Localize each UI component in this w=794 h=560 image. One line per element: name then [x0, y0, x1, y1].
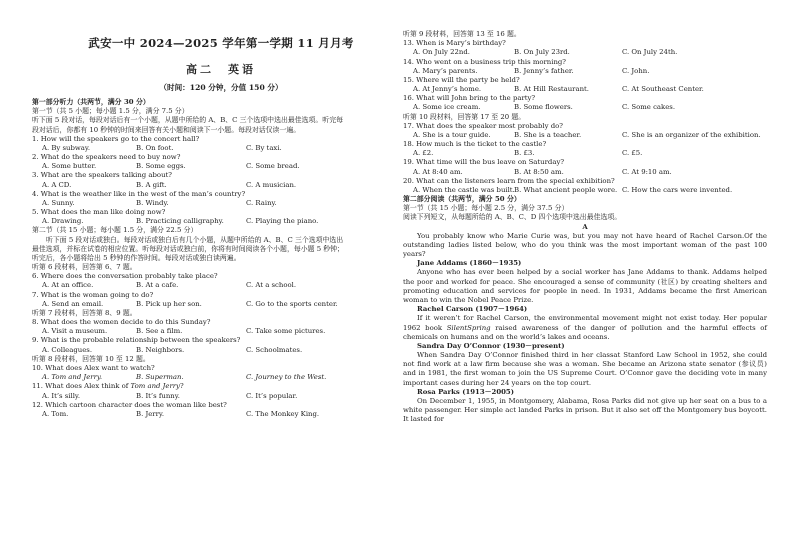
option: B. Jenny’s father. — [514, 66, 574, 75]
question-stem: 14. Who went on a business trip this morning? — [403, 57, 566, 66]
material-heading: 听第 10 段材料，回答第 17 至 20 题。 — [403, 112, 526, 121]
options-row — [32, 410, 410, 419]
option: A. Visit a museum. — [42, 327, 108, 336]
options-row — [32, 281, 410, 290]
question-stem: 8. What does the women decide to do this Sunday? — [32, 318, 211, 327]
option: A. £2. — [413, 149, 434, 158]
options-row — [403, 149, 767, 158]
options-row — [32, 144, 410, 153]
instruction-line: 段对话后，你都有 10 秒钟的时间来回答有关小题和阅读下一小题。每段对话仅读一遍。 — [32, 125, 301, 134]
options-row — [32, 199, 410, 208]
option: A. Colleagues. — [42, 345, 93, 354]
option: B. £3. — [514, 149, 535, 158]
options-row — [403, 67, 767, 76]
part-heading: 第二部分阅读（共两节，满分 50 分） — [403, 195, 521, 204]
option: A. Mary’s parents. — [413, 66, 478, 75]
option: B. Practicing calligraphy. — [136, 217, 224, 226]
question-stem: 19. What time will the bus leave on Saturday? — [403, 158, 565, 167]
instruction-line: 最佳选项，并标在试卷的相应位置。听每段对话或独白前，你将有时间阅读各个小题，每小题 5 秒钟； — [32, 244, 344, 253]
option: C. Journey to the West. — [246, 373, 327, 382]
option: B. Superman. — [136, 373, 184, 382]
option: B. Jerry. — [136, 409, 165, 418]
option: A. She is a tour guide. — [413, 130, 491, 139]
instruction-line: 阅读下列短文，从每题所给的 A、B、C、D 四个选项中选出最佳选项。 — [403, 213, 622, 222]
option: A. Tom and Jerry. — [42, 373, 103, 382]
options-row — [403, 103, 767, 112]
options-row — [32, 300, 410, 309]
options-row — [403, 168, 767, 177]
option: A. When the castle was built. — [413, 185, 515, 194]
options-row — [403, 131, 767, 140]
question-stem: 20. What can the listeners learn from the special exhibition? — [403, 176, 615, 185]
option: A. At Jenny’s home. — [413, 85, 482, 94]
option: B. On foot. — [136, 143, 174, 152]
question-stem: 16. What will John bring to the party? — [403, 94, 536, 103]
options-row — [403, 186, 767, 195]
options-row — [32, 181, 410, 190]
option: C. At 9:10 am. — [622, 167, 672, 176]
material-heading: 听第 6 段材料，回答第 6、7 题。 — [32, 263, 137, 272]
question-stem: 4. What is the weather like in the west of the man’s country? — [32, 189, 246, 198]
question-stem: 1. How will the speakers go to the concert hall? — [32, 134, 200, 143]
option: A. At an office. — [42, 281, 94, 290]
material-heading: 听第 8 段材料，回答第 10 至 12 题。 — [32, 354, 150, 363]
option: C. By taxi. — [246, 143, 282, 152]
option: B. See a film. — [136, 327, 183, 336]
question-stem: 5. What does the man like doing now? — [32, 208, 166, 217]
option: A. A CD. — [42, 180, 72, 189]
question-stem: 11. What does Alex think of Tom and Jerry? — [32, 382, 184, 391]
option: C. Schoolmates. — [246, 345, 303, 354]
question-stem: 17. What does the speaker most probably do? — [403, 121, 563, 130]
option: B. At a cafe. — [136, 281, 179, 290]
section-heading: 第二节（共 15 小题；每小题 1.5 分，满分 22.5 分） — [32, 226, 198, 235]
options-row — [403, 48, 767, 57]
option: B. At 8:50 am. — [514, 167, 564, 176]
left-column — [32, 0, 410, 419]
option: C. Take some pictures. — [246, 327, 326, 336]
option: A. At 8:40 am. — [413, 167, 463, 176]
question-stem: 2. What do the speakers need to buy now? — [32, 153, 181, 162]
option: C. £5. — [622, 149, 643, 158]
option: B. At Hill Restaurant. — [514, 85, 589, 94]
option: B. She is a teacher. — [514, 130, 582, 139]
option: C. Some bread. — [246, 162, 300, 171]
passage-paragraph: On December 1, 1955, in Montgomery, Alabama, Rosa Parks did not give up her seat on a bus to a white passenger. Her simple act landed Parks in prison. But it also set off the Montgomery bus boycott. It lasted for — [403, 396, 767, 424]
options-row — [32, 162, 410, 171]
material-heading: 听第 7 段材料，回答第 8、9 题。 — [32, 308, 137, 317]
option: A. Send an email. — [42, 299, 104, 308]
question-stem: 3. What are the speakers talking about? — [32, 171, 172, 180]
option: C. Playing the piano. — [246, 217, 319, 226]
part-heading: 第一部分听力（共两节，满分 30 分） — [32, 98, 150, 106]
material-heading: 听第 9 段材料，回答第 13 至 16 题。 — [403, 30, 521, 38]
options-row — [32, 327, 410, 336]
instruction-line: 听完后，各小题将给出 5 秒钟的作答时间。每段对话或独白读两遍。 — [32, 253, 241, 262]
options-row — [32, 392, 410, 401]
option: A. By subway. — [42, 143, 91, 152]
option: C. A musician. — [246, 180, 297, 189]
question-stem: 9. What is the probable relationship between the speakers? — [32, 336, 241, 345]
option: A. Drawing. — [42, 217, 84, 226]
option: B. Pick up her son. — [136, 299, 202, 308]
book-title: SilentSpring — [446, 323, 491, 332]
instruction-line: 听下面 5 段对话或独白。每段对话或独白后有几个小题，从题中所给的 A、B、C 三个选项中选出 — [46, 235, 344, 244]
option: A. Tom. — [42, 409, 69, 418]
section-heading: 第一节（共 5 小题；每小题 1.5 分，满分 7.5 分） — [32, 107, 189, 116]
person-heading: Sandra Day O’Connor (1930－present) — [417, 341, 565, 350]
passage-paragraph: If it weren’t for Rachel Carson, the environmental movement might not exist today. Her popular 1962 book SilentSpring raised awareness of the danger of pollution and the harmful effects of chemicals on humans and on the world’s lakes and oceans. — [403, 314, 767, 341]
person-heading: Rachel Carson (1907－1964) — [417, 305, 528, 314]
option: C. Some cakes. — [622, 103, 676, 112]
option: A. Some ice cream. — [413, 103, 481, 112]
option: B. Some flowers. — [514, 103, 573, 112]
options-row — [32, 373, 410, 382]
option: B. Some eggs. — [136, 162, 186, 171]
passage-paragraph: When Sandra Day O’Connor finished third in her classat Stanford Law School in 1952, she could not find work at a law firm because she was a woman. She became an Arizona state senator (参议员) and in 1981, the first woman to join the US Supreme Court. O’Connor gave the deciding vote in many important cases during her 24 years on the top court. — [403, 351, 767, 387]
option: B. On July 23rd. — [514, 48, 570, 57]
question-stem: 7. What is the woman going to do? — [32, 290, 154, 299]
option: C. John. — [622, 66, 650, 75]
option: A. On July 22nd. — [413, 48, 470, 57]
option: B. A gift. — [136, 180, 167, 189]
passage-intro: You probably know who Marie Curie was, but you may not have heard of Rachel Carson.Of the outstanding ladies listed below, who do you think was the most important woman of the past 100 years? — [403, 231, 767, 259]
option: A. Some butter. — [42, 162, 97, 171]
passage-label: A — [582, 222, 588, 231]
exam-meta: （时间：120 分钟，分值 150 分） — [159, 82, 283, 92]
option: C. She is an organizer of the exhibition. — [622, 130, 761, 139]
option: A. It’s silly. — [42, 391, 81, 400]
option: C. The Monkey King. — [246, 409, 320, 418]
question-stem: 12. Which cartoon character does the woman like best? — [32, 400, 227, 409]
question-stem: 15. Where will the party be held? — [403, 75, 520, 84]
person-heading: Rosa Parks (1913－2005) — [417, 387, 514, 396]
option: C. Go to the sports center. — [246, 299, 338, 308]
exam-title: 武安一中 2024—2025 学年第一学期 11 月月考 — [88, 36, 354, 50]
option: B. Neighbors. — [136, 345, 185, 354]
exam-subject: 高二 英语 — [186, 63, 256, 77]
option: C. Rainy. — [246, 198, 277, 207]
person-heading: Jane Addams (1860－1935) — [417, 259, 522, 268]
question-stem: 13. When is Mary’s birthday? — [403, 39, 506, 48]
question-stem: 6. Where does the conversation probably take place? — [32, 272, 218, 281]
option: B. It’s funny. — [136, 391, 180, 400]
options-row — [32, 346, 410, 355]
option: B. Windy. — [136, 198, 169, 207]
question-stem: 10. What does Alex want to watch? — [32, 363, 155, 372]
option: C. At Southeast Center. — [622, 85, 704, 94]
question-stem: 18. How much is the ticket to the castle? — [403, 140, 547, 149]
option: C. On July 24th. — [622, 48, 678, 57]
right-column — [403, 0, 767, 424]
option: A. Sunny. — [42, 198, 75, 207]
option: C. How the cars were invented. — [622, 185, 733, 194]
options-row — [403, 85, 767, 94]
instruction-line: 听下面 5 段对话，每段对话后有一个小题，从题中所给的 A、B、C 三个选项中选出最佳选项。听完每 — [32, 116, 343, 125]
option: B. What ancient people wore. — [514, 185, 618, 194]
option: C. At a school. — [246, 281, 297, 290]
passage-paragraph: Anyone who has ever been helped by a social worker has Jane Addams to thank. Addams helped the poor and worked for peace. She encouraged a sense of community (社区) by creating shelters and promoting education and services for people in need. In 1931, Addams became the first American woman to win the Nobel Peace Prize. — [403, 268, 767, 304]
section-heading: 第一节（共 15 小题；每小题 2.5 分，满分 37.5 分） — [403, 204, 569, 213]
option: C. It’s popular. — [246, 391, 298, 400]
